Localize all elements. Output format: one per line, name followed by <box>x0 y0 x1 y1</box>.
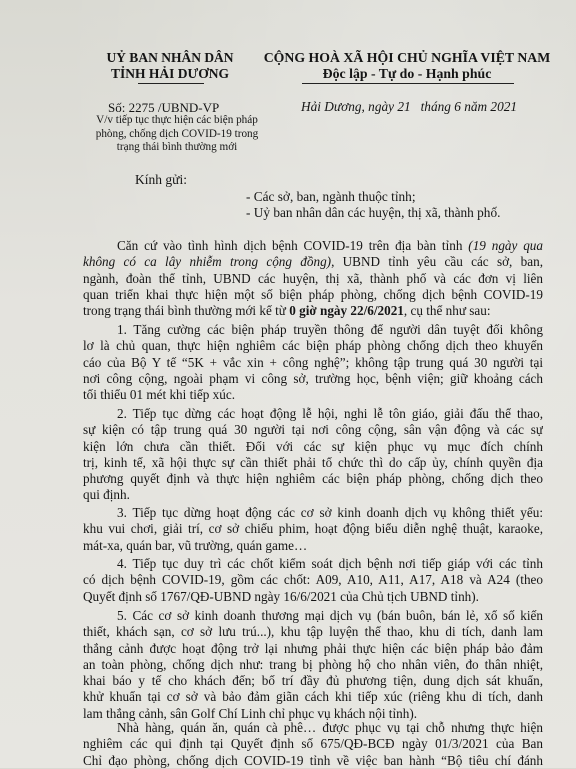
subject-line: phòng, chống dịch COVID-19 trong <box>95 127 259 140</box>
intro-text: , cụ thể như sau: <box>403 303 491 319</box>
item-4 <box>83 556 543 605</box>
issuer-line-2: TỈNH HẢI DƯƠNG <box>110 66 229 81</box>
intro-bold-time: 0 giờ ngày 22/6/2021 <box>289 303 404 319</box>
salutation-label: Kính gửi: <box>135 172 187 187</box>
item-line: kiện lớn chưa cần thiết. Đối với các sự kiện phục vụ mục đích chính <box>83 438 543 454</box>
item-line: nơi công cộng, ngoài phạm vi công sở, trường học, bệnh viện; giữ khoảng cách <box>83 370 543 386</box>
item-6 <box>83 720 543 769</box>
item-line: thắng cảnh được hoạt động trở lại nhưng phải thực hiện các biện pháp bảo đảm <box>83 640 543 656</box>
national-motto: Độc lập - Tự do - Hạnh phúc <box>322 66 492 81</box>
intro-italic: không có ca lây nhiễm trong cộng đồng) <box>83 254 332 270</box>
item-line: khử khuẩn tại cơ sở và bảo đảm giãn cách khi tiếp xúc (riêng khu di tích, danh <box>83 689 543 705</box>
subject-line: trạng thái bình thường mới <box>116 141 238 153</box>
item-line: 4. Tiếp tục duy trì các chốt kiểm soát dịch bệnh nơi tiếp giáp với các tỉnh <box>117 556 543 571</box>
item-line: sự kiện có tập trung quá 30 người tại nơi công cộng, sân vận động và các sự <box>83 422 543 438</box>
intro-text: Căn cứ vào tình hình dịch bệnh COVID-19 trên địa bàn tỉnh <box>117 238 469 253</box>
item-line: khai báo y tế cho khách đến; bố trí đầy đủ phương tiện, dung dịch sát khuẩn, <box>83 673 543 689</box>
document-date: Hải Dương, ngày 21 tháng 6 năm 2021 <box>301 99 518 114</box>
item-line: thiết, khách sạn, cơ sở lưu trú...), khu tập luyện thể thao, khu di tích, danh lam <box>83 624 543 640</box>
item-line: cáo của Bộ Y tế “5K + vắc xin + công nghệ”; không tập trung quá 30 người tại <box>83 354 543 370</box>
item-5 <box>83 608 543 722</box>
item-line: trị, kinh tế, xã hội thực sự cần thiết phải tổ chức thì do cấp ủy, chính quyền địa <box>83 454 543 470</box>
item-line: có dịch bệnh COVID-19, gồm các chốt: A09, A10, A11, A17, A18 và A24 (theo <box>83 572 543 588</box>
intro-line: quan triển khai thực hiện một số biện pháp phòng, chống dịch bệnh COVID-19 <box>83 286 543 302</box>
item-line: khu vui chơi, giải trí, cơ sở chiếu phim, hoạt động biểu diễn nghệ thuật, karaoke, <box>83 521 543 537</box>
item-line: lam thắng cảnh, sân Golf Chí Linh chỉ phục vụ khách nội tỉnh). <box>83 705 418 721</box>
motto-underline <box>302 83 514 84</box>
issuer-underline <box>138 83 204 84</box>
intro-paragraph <box>83 238 543 319</box>
item-line: mát-xa, quán bar, vũ trường, quán game… <box>83 537 308 553</box>
intro-line <box>83 238 543 254</box>
item-line: Nhà hàng, quán ăn, quán cà phê… được phục vụ tại chỗ nhưng thực hiện <box>117 720 543 735</box>
intro-text: trong trạng thái bình thường mới kể từ <box>83 303 290 319</box>
item-1 <box>83 322 543 403</box>
subject-line: V/v tiếp tục thực hiện các biện pháp <box>96 114 258 126</box>
item-line: Quyết định số 1767/QĐ-UBND ngày 16/6/2021 của Chủ tịch UBND tỉnh). <box>83 588 479 604</box>
document-number: Số: 2275 /UBND-VP <box>108 100 220 115</box>
item-line: Chỉ đạo phòng, chống dịch COVID-19 tỉnh về việc ban hành “Bộ tiêu chí đánh <box>83 752 543 768</box>
item-line: 2. Tiếp tục dừng các hoạt động lễ hội, nghi lễ tôn giáo, giải đấu thể thao, <box>117 406 543 421</box>
intro-italic: (19 ngày qua <box>468 238 543 253</box>
document-subject <box>82 114 272 155</box>
item-line: qui định. <box>83 487 130 503</box>
intro-line <box>83 254 543 270</box>
item-line: tối thiểu 01 mét khi tiếp xúc. <box>83 387 235 403</box>
item-2 <box>83 406 543 504</box>
item-line: nghiêm các qui định tại Quyết định số 675/QĐ-BCĐ ngày 01/3/2021 của Ban <box>83 736 543 752</box>
recipient-2: - Uỷ ban nhân dân các huyện, thị xã, thành phố. <box>246 205 501 220</box>
item-3 <box>83 505 543 554</box>
item-line: an toàn phòng, chống dịch như: trang bị phòng hộ cho nhân viên, đo thân nhiệt, <box>83 656 543 672</box>
item-line: phương quyết định và thực hiện nghiêm các biện pháp phòng, chống dịch theo <box>83 471 543 487</box>
item-line: 5. Các cơ sở kinh doanh thương mại dịch vụ (bán buôn, bán lẻ, xổ số kiến <box>117 608 543 623</box>
national-title: CỘNG HOÀ XÃ HỘI CHỦ NGHĨA VIỆT NAM <box>263 50 551 65</box>
intro-line: ngành, đoàn thể tỉnh, UBND các huyện, thị xã, thành phố và các đơn vị liên <box>83 270 543 286</box>
item-line: lơ là chủ quan, thực hiện nghiêm các biện pháp phòng chống dịch theo khuyến <box>83 338 543 354</box>
intro-line <box>83 303 543 319</box>
item-line: 1. Tăng cường các biện pháp truyền thông để người dân tuyệt đối không <box>117 322 543 337</box>
issuer-line-1: UỶ BAN NHÂN DÂN <box>106 50 234 65</box>
item-line: 3. Tiếp tục dừng hoạt động các cơ sở kinh doanh dịch vụ không thiết yếu: <box>117 505 543 520</box>
recipient-1: - Các sở, ban, ngành thuộc tỉnh; <box>246 189 416 204</box>
intro-text: , UBND tỉnh yêu cầu các sở, ban, <box>331 254 543 270</box>
